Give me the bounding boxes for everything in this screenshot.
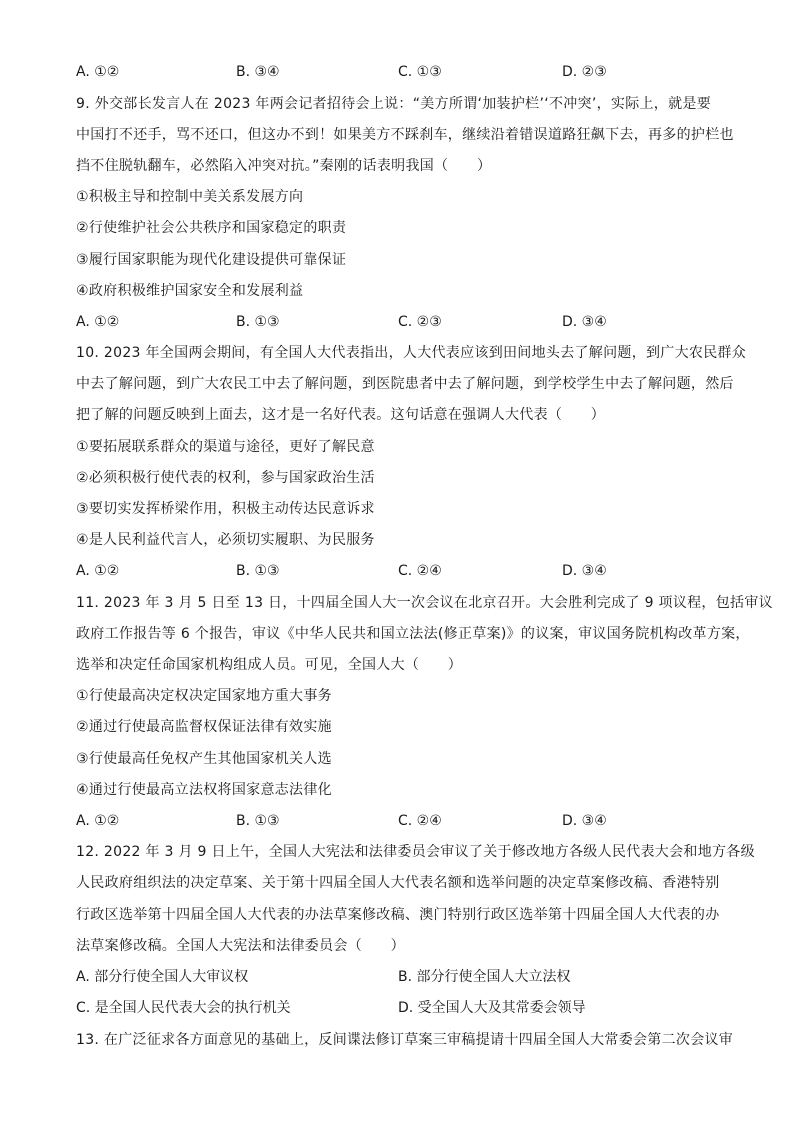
q11-option-c[interactable]: C. ②④ [398,813,442,829]
q9-statement-2: ②行使维护社会公共秩序和国家稳定的职责 [76,220,347,236]
q9-option-c[interactable]: C. ②③ [398,314,442,330]
q9-option-b[interactable]: B. ①③ [236,314,280,330]
q11-stem-line-1: 11. 2023 年 3 月 5 日至 13 日，十四届全国人大一次会议在北京召开。大会胜利完成了 9 项议程，包括审议 [76,595,773,611]
q12-options-row-1 [76,967,726,987]
q12-option-b[interactable]: B. 部分行使全国人大立法权 [398,969,571,985]
q8-option-c[interactable]: C. ①③ [398,64,442,80]
q10-stem-line-1: 10. 2023 年全国两会期间，有全国人大代表指出，人大代表应该到田间地头去了解问题，到广大农民群众 [76,345,747,361]
q11-statement-4: ④通过行使最高立法权将国家意志法律化 [76,782,332,798]
q11-statement-2: ②通过行使最高监督权保证法律有效实施 [76,719,332,735]
q12-stem-line-1: 12. 2022 年 3 月 9 日上午，全国人大宪法和法律委员会审议了关于修改地方各级人民代表大会和地方各级 [76,844,755,860]
q9-statement-3: ③履行国家职能为现代化建设提供可靠保证 [76,252,347,268]
q10-option-c[interactable]: C. ②④ [398,563,442,579]
q9-options [76,312,726,332]
q13-stem-line-1: 13. 在广泛征求各方面意见的基础上，反间谍法修订草案三审稿提请十四届全国人大常委会第二次会议审 [76,1032,734,1048]
q8-option-a[interactable]: A. ①② [76,64,120,80]
q12-stem-line-2: 人民政府组织法的决定草案、关于第十四届全国人大代表名额和选举问题的决定草案修改稿、香港特别 [76,875,720,891]
q9-statement-1: ①积极主导和控制中美关系发展方向 [76,189,304,205]
q11-option-a[interactable]: A. ①② [76,813,120,829]
q12-option-c[interactable]: C. 是全国人民代表大会的执行机关 [76,1000,291,1016]
q10-statement-1: ①要拓展联系群众的渠道与途径，更好了解民意 [76,439,375,455]
q12-options-row-2 [76,998,726,1018]
q10-options [76,561,726,581]
q11-stem-line-2: 政府工作报告等 6 个报告，审议《中华人民共和国立法法(修正草案)》的议案，审议国务院机构改革方案， [76,626,750,642]
q10-stem-line-3: 把了解的问题反映到上面去，这才是一名好代表。这句话意在强调人大代表（ ） [76,407,606,423]
q9-stem-line-2: 中国打不还手，骂不还口，但这办不到！如果美方不踩刹车，继续沿着错误道路狂飙下去，再多的护栏也 [76,127,734,143]
q8-options [76,62,726,82]
q12-stem-line-3: 行政区选举第十四届全国人大代表的办法草案修改稿、澳门特别行政区选举第十四届全国人大代表的办 [76,907,720,923]
q11-stem-line-3: 选举和决定任命国家机构组成人员。可见，全国人大（ ） [76,657,463,673]
q9-stem-line-1: 9. 外交部长发言人在 2023 年两会记者招待会上说：“美方所谓‘加装护栏’‘不冲突’，实际上，就是要 [76,96,711,112]
q11-option-d[interactable]: D. ③④ [562,813,607,829]
q9-statement-4: ④政府积极维护国家安全和发展利益 [76,283,304,299]
q10-stem-line-2: 中去了解问题，到广大农民工中去了解问题，到医院患者中去了解问题，到学校学生中去了解问题，然后 [76,376,734,392]
q9-option-a[interactable]: A. ①② [76,314,120,330]
q12-stem-line-4: 法草案修改稿。全国人大宪法和法律委员会（ ） [76,938,405,954]
q8-option-d[interactable]: D. ②③ [562,64,607,80]
q10-statement-3: ③要切实发挥桥梁作用，积极主动传达民意诉求 [76,501,375,517]
q9-stem-line-3: 挡不住脱轨翻车，必然陷入冲突对抗。”秦刚的话表明我国（ ） [76,158,492,174]
q8-option-b[interactable]: B. ③④ [236,64,280,80]
q11-option-b[interactable]: B. ①③ [236,813,280,829]
q11-statement-1: ①行使最高决定权决定国家地方重大事务 [76,688,332,704]
q10-option-b[interactable]: B. ①③ [236,563,280,579]
q9-option-d[interactable]: D. ③④ [562,314,607,330]
q11-options [76,811,726,831]
q12-option-d[interactable]: D. 受全国人大及其常委会领导 [398,1000,586,1016]
q10-option-d[interactable]: D. ③④ [562,563,607,579]
q10-statement-2: ②必须积极行使代表的权利，参与国家政治生活 [76,470,375,486]
q12-option-a[interactable]: A. 部分行使全国人大审议权 [76,969,249,985]
q11-statement-3: ③行使最高任免权产生其他国家机关人选 [76,751,332,767]
q10-option-a[interactable]: A. ①② [76,563,120,579]
q10-statement-4: ④是人民利益代言人，必须切实履职、为民服务 [76,532,375,548]
